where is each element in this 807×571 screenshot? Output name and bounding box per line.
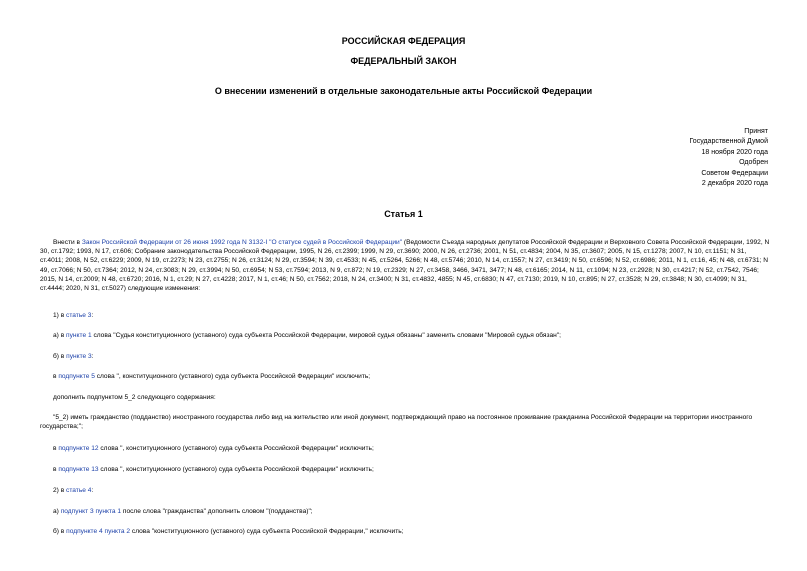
law-link[interactable]: Закон Российской Федерации от 26 июня 1992 года N 3132-I "О статусе судей в Российской Федерации" xyxy=(81,239,403,246)
document-type-heading: ФЕДЕРАЛЬНЫЙ ЗАКОН xyxy=(350,56,457,66)
subclause-13-paragraph xyxy=(40,465,771,474)
item-text: слова "Судья конституционного (уставного) суда субъекта Российской Федерации, мировой судья обязаны" заменить словами "Мировой судья обязан"; xyxy=(91,332,561,339)
adoption-line: Одобрен xyxy=(739,159,768,167)
subclause-13-link[interactable]: подпункте 13 xyxy=(58,466,99,473)
subclause-5-link[interactable]: подпункте 5 xyxy=(58,373,95,380)
item-2-paragraph xyxy=(40,486,771,495)
item-text: слова "конституционного (уставного) суда субъекта Российской Федерации," исключить; xyxy=(130,528,404,535)
item-text: б) в xyxy=(53,528,67,535)
item-text: в xyxy=(53,445,59,452)
clause-3-link[interactable]: пункте 3 xyxy=(66,353,92,360)
item-text: : xyxy=(91,353,94,360)
article-3-link[interactable]: статье 3 xyxy=(66,312,92,319)
item-text: слова ", конституционного (уставного) суда субъекта Российской Федерации" исключить; xyxy=(98,466,374,473)
item-text: 1) в xyxy=(53,312,67,319)
adoption-line: 2 декабря 2020 года xyxy=(701,180,768,188)
item-text: в xyxy=(53,373,59,380)
subclause-4-clause-2-link[interactable]: подпункте 4 пункта 2 xyxy=(66,528,131,535)
item-1-paragraph xyxy=(40,311,771,320)
intro-text: (Ведомости Съезда народных депутатов Российской Федерации и Верховного Совета Российской Федерации, 1992, N 30, ст.1792; 1993, N 17, ст.606; Собрание законодательства Российской Федерации, 1995, N 26, ст.2399; 1999, N 29, ст.3690; 2000, N 26, ст.2736; 2001, N 51, ст.4834; 2004, N 35, ст.3607; 2005, N 15, ст.1278; 2007, N 10, ст.1151; N 31, ст.4011; 2008, N 52, ст.6229; 2009, N 19, ст.2273; N 23, ст.2755; N 26, ст.3124; N 29, ст.3594; N 39, ст.4533; N 45, ст.5264, 5266; N 48, ст.5746; 2010, N 14, ст.1557; N 27, ст.3419; N 50, ст.6596; N 52, ст.6986; 2011, N 1, ст.16, 45; N 48, ст.6731; N 49, ст.7066; N 50, ст.7364; 2012, N 24, ст.3083; N 29, ст.3994; N 50, ст.6954; N 53, ст.7594; 2013, N 9, ст.872; N 19, ст.2329; N 27, ст.3458, 3466, 3471, 3477; N 48, ст.6165; 2014, N 11, ст.1094; N 23, ст.2928; N 30, ст.4217; N 52, ст.7542, 7546; 2015, N 14, ст.2009; N 48, ст.6720; 2016, N 1, ст.29; N 27, ст.4228; 2017, N 1, ст.46; N 50, ст.7562; 2018, N 24, ст.3400; N 31, ст.4832, 4855; N 45, ст.6830; N 47, ст.7130; 2019, N 10, ст.895; N 27, ст.3528; N 29, ст.3848; N 30, ст.4099; N 31, ст.4444; 2020, N 31, ст.5027) следующие изменения: xyxy=(40,239,770,293)
add-subclause-paragraph: дополнить подпунктом 5_2 следующего содержания: xyxy=(53,394,216,401)
item-2b-paragraph xyxy=(40,527,771,536)
item-text: слова ", конституционного (уставного) суда субъекта Российской Федерации" исключить; xyxy=(94,373,371,380)
adoption-line: Государственной Думой xyxy=(689,138,768,146)
item-text: слова ", конституционного (уставного) суда субъекта Российской Федерации" исключить; xyxy=(98,445,374,452)
subclause-12-paragraph xyxy=(40,444,771,453)
item-1b-paragraph xyxy=(40,352,771,361)
article-heading: Статья 1 xyxy=(384,209,423,219)
subclause-5-paragraph xyxy=(40,372,771,381)
item-text: : xyxy=(91,312,94,319)
document-title: О внесении изменений в отдельные законодательные акты Российской Федерации xyxy=(214,86,593,96)
subclause-12-link[interactable]: подпункте 12 xyxy=(58,445,99,452)
item-text: после слова "гражданства" дополнить словом "(подданства)"; xyxy=(121,508,313,515)
item-text: б) в xyxy=(53,353,67,360)
item-text: в xyxy=(53,466,59,473)
item-text: а) в xyxy=(53,332,67,339)
adoption-line: 18 ноября 2020 года xyxy=(701,148,768,156)
intro-paragraph xyxy=(40,238,771,293)
intro-prefix: Внести в xyxy=(53,239,82,246)
item-2a-paragraph xyxy=(40,507,771,516)
subclause-3-clause-1-link[interactable]: подпункт 3 пункта 1 xyxy=(60,508,122,515)
item-text: а) xyxy=(53,508,61,515)
item-text: 2) в xyxy=(53,487,67,494)
article-4-link[interactable]: статье 4 xyxy=(66,487,92,494)
clause-1-link[interactable]: пункте 1 xyxy=(66,332,92,339)
new-subclause-text: "5_2) иметь гражданство (подданство) иностранного государства либо вид на жительство или иной документ, подтверждающий право на постоянное проживание гражданина Российской Федерации на территории иностранного государства;"; xyxy=(40,414,753,431)
adoption-line: Советом Федерации xyxy=(701,169,768,177)
adoption-line: Принят xyxy=(744,128,768,135)
adoption-block xyxy=(689,127,768,189)
item-text: : xyxy=(91,487,94,494)
country-heading: РОССИЙСКАЯ ФЕДЕРАЦИЯ xyxy=(341,36,466,46)
item-1a-paragraph xyxy=(40,331,771,340)
